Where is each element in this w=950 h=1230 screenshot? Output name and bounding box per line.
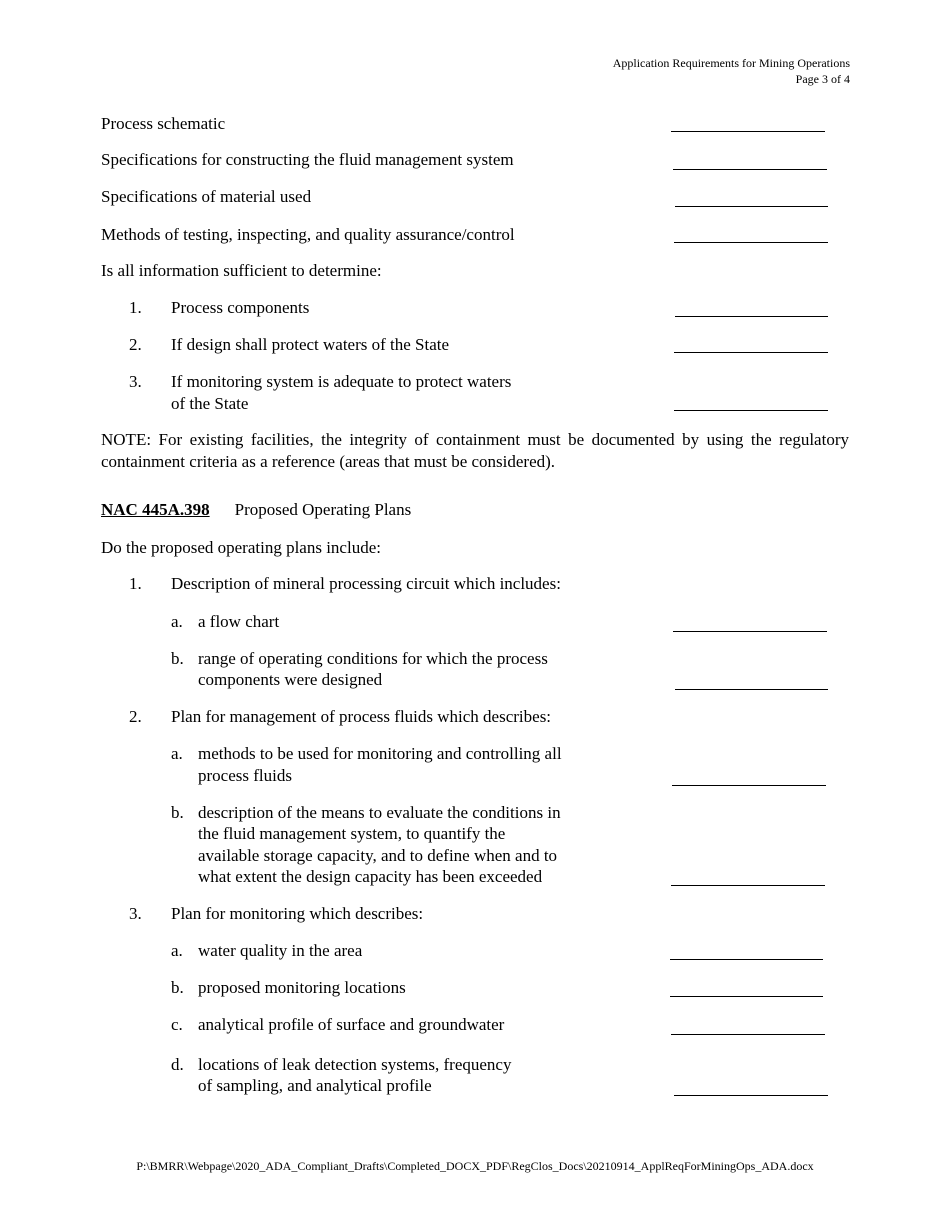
sub-letter: b. xyxy=(171,978,184,997)
sub-letter: a. xyxy=(171,612,183,631)
sub-letter: c. xyxy=(171,1015,183,1034)
list-number: 1. xyxy=(129,298,142,317)
list-number: 1. xyxy=(129,574,142,593)
sub-item-monitoring-methods-line1: methods to be used for monitoring and controlling all xyxy=(198,744,562,763)
sub-letter: b. xyxy=(171,649,184,668)
page-number: Page 3 of 4 xyxy=(795,72,850,86)
sub-item-monitoring-methods-line2: process fluids xyxy=(198,766,292,785)
section-title: Proposed Operating Plans xyxy=(234,500,412,519)
sub-letter: a. xyxy=(171,744,183,763)
answer-blank[interactable] xyxy=(671,885,825,886)
answer-blank[interactable] xyxy=(674,242,828,243)
answer-blank[interactable] xyxy=(670,996,823,997)
answer-blank[interactable] xyxy=(673,631,827,632)
checklist-item-testing-methods: Methods of testing, inspecting, and quality assurance/control xyxy=(101,225,515,244)
list-number: 3. xyxy=(129,904,142,923)
sub-item-analytical-profile: analytical profile of surface and groundwater xyxy=(198,1015,505,1034)
sub-item-leak-detection-line1: locations of leak detection systems, frequency xyxy=(198,1055,512,1074)
sub-item-evaluation-means-line4: what extent the design capacity has been exceeded xyxy=(198,867,543,886)
list-item-monitoring-adequacy-line2: of the State xyxy=(171,394,249,413)
answer-blank[interactable] xyxy=(675,689,828,690)
answer-blank[interactable] xyxy=(671,1034,825,1035)
list-number: 2. xyxy=(129,335,142,354)
answer-blank[interactable] xyxy=(674,352,828,353)
sub-item-monitoring-locations: proposed monitoring locations xyxy=(198,978,406,997)
checklist-item-process-schematic: Process schematic xyxy=(101,114,226,133)
page-header xyxy=(613,55,850,87)
list-number: 3. xyxy=(129,372,142,391)
operating-plans-question: Do the proposed operating plans include: xyxy=(101,538,381,557)
document-title: Application Requirements for Mining Operations xyxy=(612,56,850,70)
checklist-item-fluid-system-specs: Specifications for constructing the fluid management system xyxy=(101,150,514,169)
answer-blank[interactable] xyxy=(670,959,823,960)
sub-item-operating-conditions-line1: range of operating conditions for which the process xyxy=(198,649,548,668)
list-item-design-protection: If design shall protect waters of the State xyxy=(171,335,450,354)
list-item-monitoring-adequacy-line1: If monitoring system is adequate to protect waters xyxy=(171,372,512,391)
sub-item-flow-chart: a flow chart xyxy=(198,612,280,631)
regulation-code: NAC 445A.398 xyxy=(101,500,210,519)
sufficiency-question: Is all information sufficient to determine: xyxy=(101,261,382,280)
list-number: 2. xyxy=(129,707,142,726)
list-item-monitoring-plan: Plan for monitoring which describes: xyxy=(171,904,424,923)
sub-item-operating-conditions-line2: components were designed xyxy=(198,670,383,689)
list-item-process-fluids-plan: Plan for management of process fluids which describes: xyxy=(171,707,552,726)
sub-item-leak-detection-line2: of sampling, and analytical profile xyxy=(198,1076,432,1095)
sub-letter: b. xyxy=(171,803,184,822)
file-path-footer: P:\BMRR\Webpage\2020_ADA_Compliant_Drafts\Completed_DOCX_PDF\RegClos_Docs\20210914_ApplReqForMiningOps_ADA.docx xyxy=(136,1159,814,1173)
checklist-item-material-specs: Specifications of material used xyxy=(101,187,312,206)
section-heading xyxy=(101,499,411,521)
containment-note: NOTE: For existing facilities, the integrity of containment must be documented by using the regulatory containment criteria as a reference (areas that must be considered). xyxy=(101,430,849,471)
sub-item-evaluation-means-line1: description of the means to evaluate the conditions in xyxy=(198,803,561,822)
answer-blank[interactable] xyxy=(672,785,826,786)
answer-blank[interactable] xyxy=(673,169,827,170)
answer-blank[interactable] xyxy=(674,1095,828,1096)
sub-item-evaluation-means-line2: the fluid management system, to quantify the xyxy=(198,824,506,843)
sub-item-evaluation-means-line3: available storage capacity, and to define when and to xyxy=(198,846,558,865)
sub-letter: a. xyxy=(171,941,183,960)
answer-blank[interactable] xyxy=(675,316,828,317)
sub-letter: d. xyxy=(171,1055,184,1074)
answer-blank[interactable] xyxy=(675,206,828,207)
sub-item-water-quality: water quality in the area xyxy=(198,941,363,960)
list-item-mineral-processing: Description of mineral processing circuit which includes: xyxy=(171,574,561,593)
answer-blank[interactable] xyxy=(671,131,825,132)
list-item-process-components: Process components xyxy=(171,298,310,317)
answer-blank[interactable] xyxy=(674,410,828,411)
